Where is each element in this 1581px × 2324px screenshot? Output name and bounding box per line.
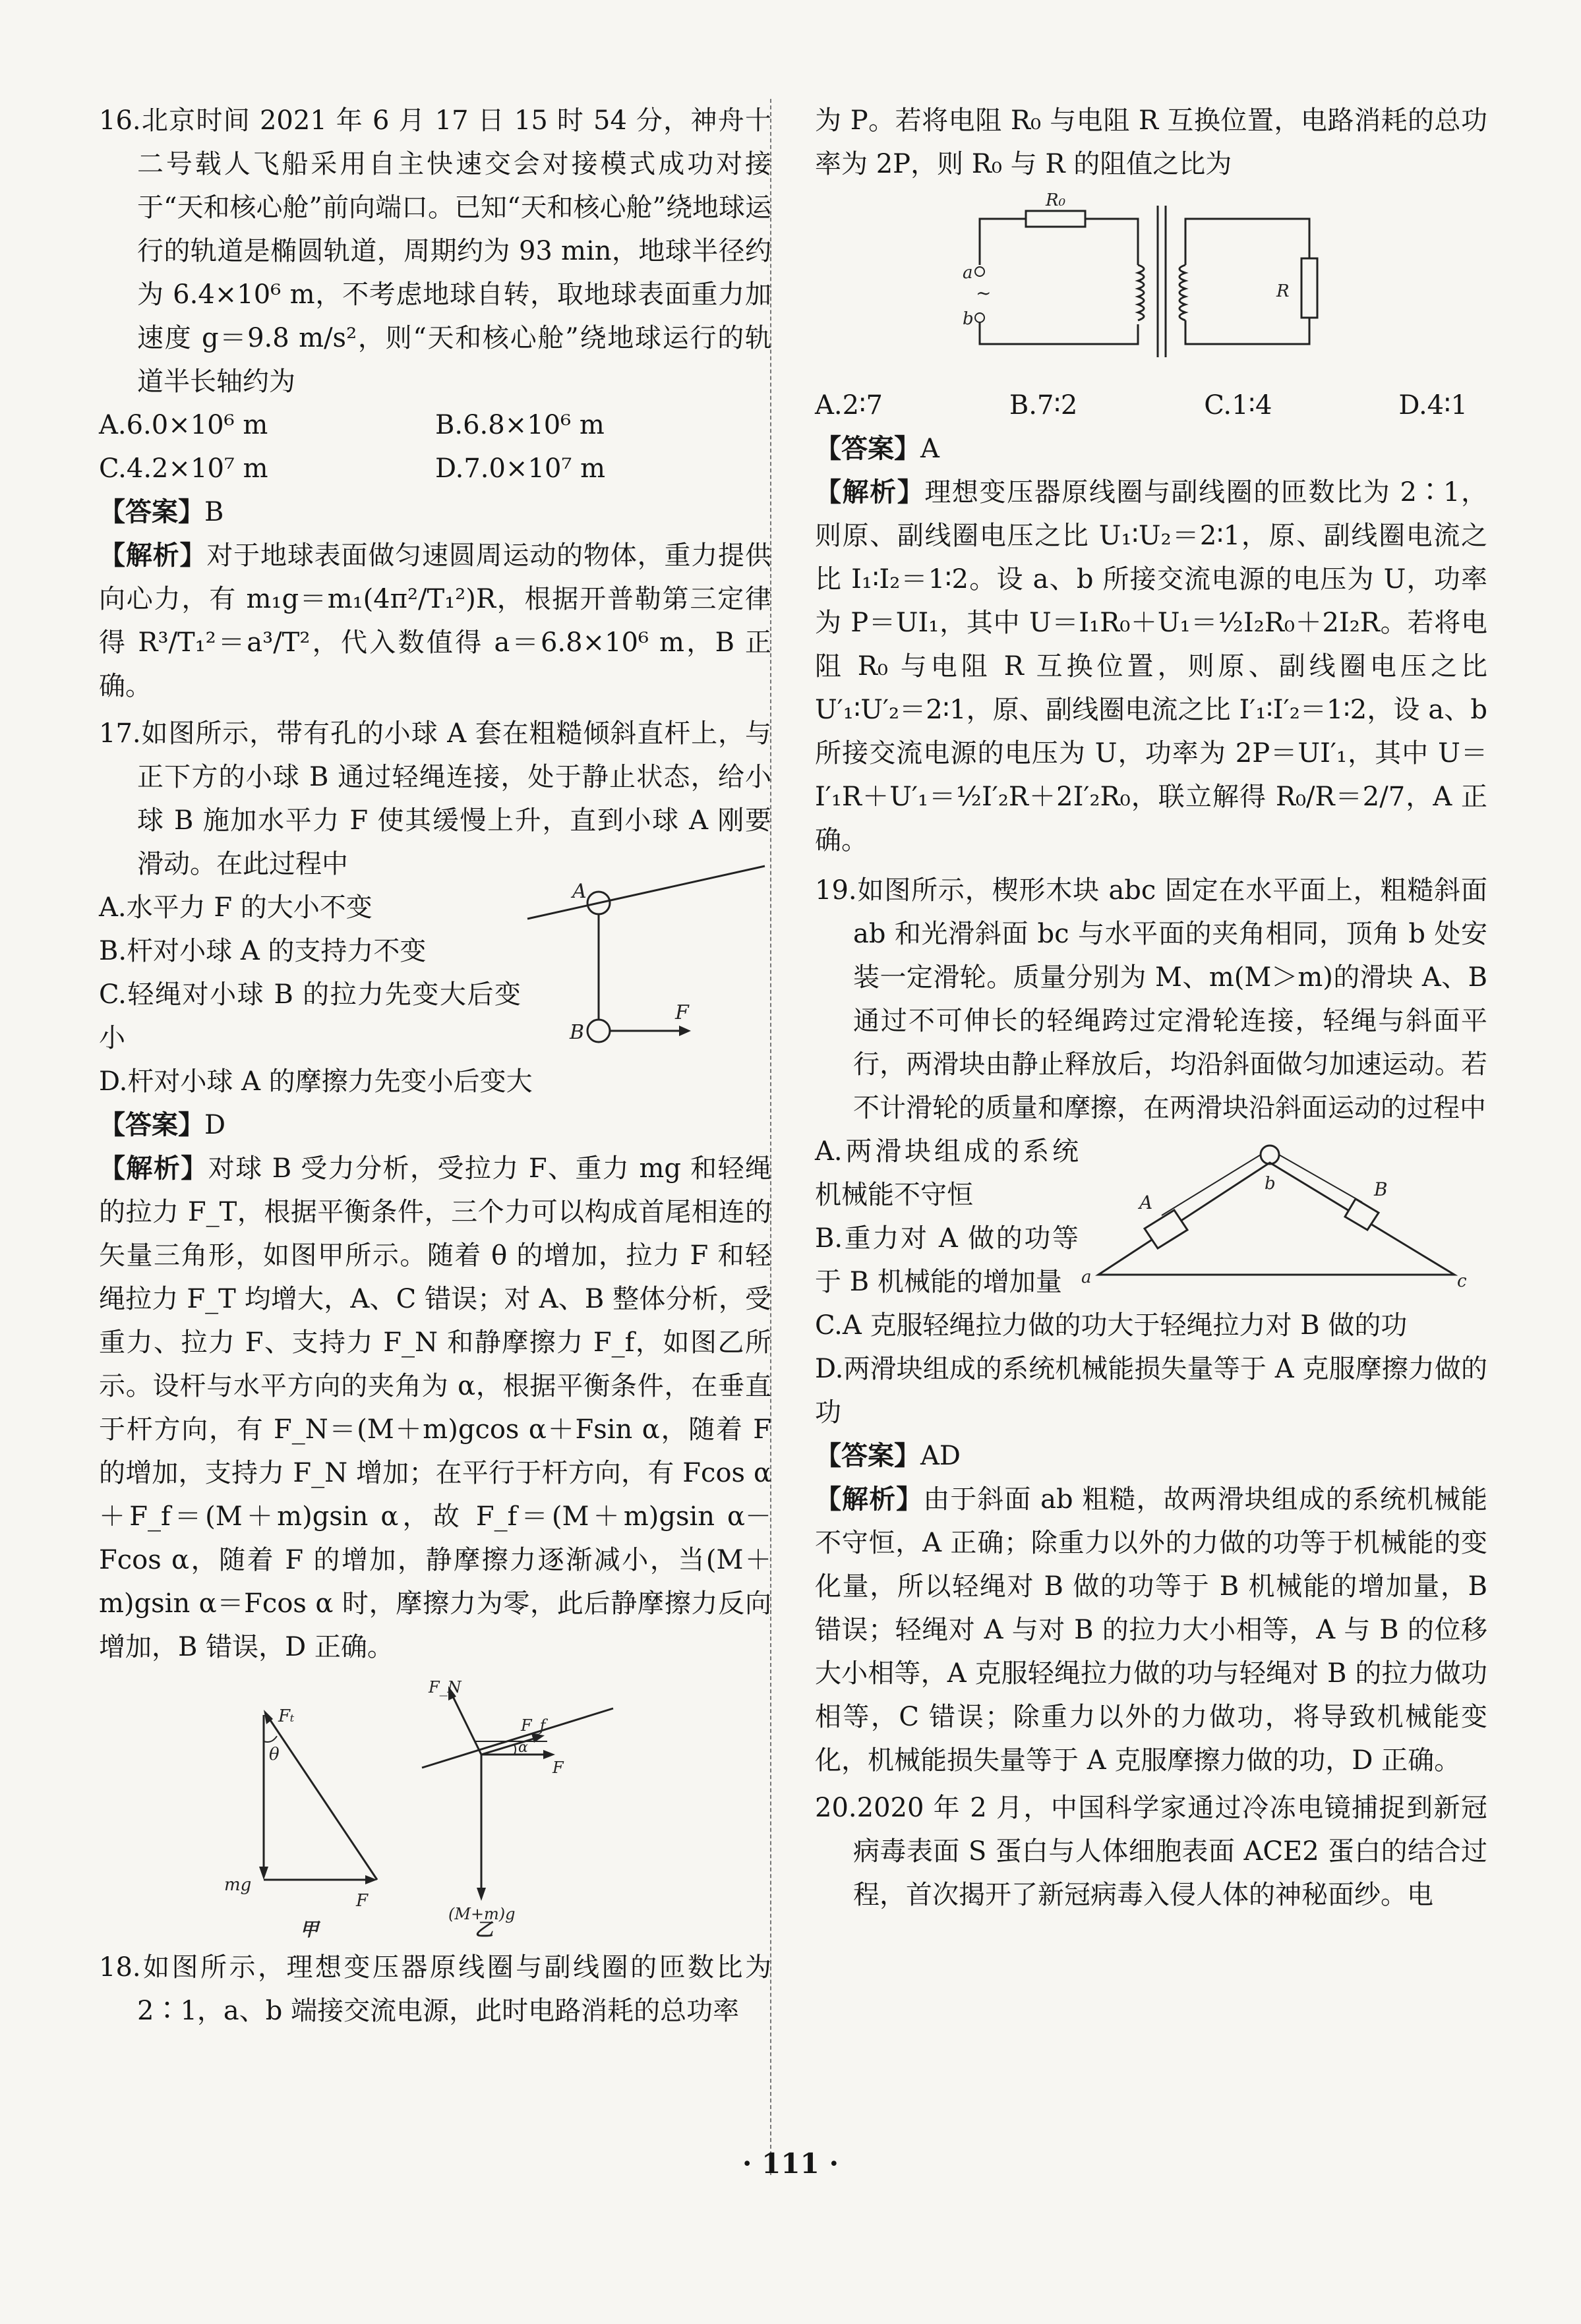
q16-option-d: D.7.0×10⁷ m: [435, 453, 606, 484]
q18-transformer-figure: [960, 186, 1329, 384]
q18-stem-part2: 为 P。若将电阻 R₀ 与电阻 R 互换位置，电路消耗的总功率为 2P，则 R₀ 与 R 的阻值之比为: [815, 105, 1487, 179]
q19-wedge-figure: [1079, 1123, 1474, 1294]
q20-stem: 20.2020 年 2 月，中国科学家通过冷冻电镜捕捉到新冠病毒表面 S 蛋白与人体细胞表面 ACE2 蛋白的结合过程，首次揭开了新冠病毒入侵人体的神秘面纱。电: [815, 1793, 1487, 1910]
q19-analysis-text: 由于斜面 ab 粗糙，故两滑块组成的系统机械能不守恒，A 正确；除重力以外的力做的功等于机械能的变化量，所以轻绳对 B 做的功等于 B 机械能的增加量，B 错误；轻绳对 A 与对 B 的拉力大小相等，A 与 B 的位移大小相等，A 克服轻绳拉力做的功与轻绳对 B 的拉力做功相等，C 错误；除重力以外的力做功，将导致机械能变化，机械能损失量等于 A 克服摩擦力做的功，D 正确。: [815, 1484, 1487, 1776]
fig-yi-f: F: [552, 1758, 564, 1777]
fig-jia-theta: θ: [269, 1745, 280, 1764]
q16-answer-label: 【答案】: [99, 497, 204, 527]
q17-answer: [99, 1103, 771, 1147]
q18-option-d: D.4∶1: [1398, 390, 1468, 421]
q16-analysis-text: 对于地球表面做匀速圆周运动的物体，重力提供向心力，有 m₁g＝m₁(4π²/T₁²)R，根据开普勒第三定律得 R³/T₁²＝a³/T²，代入数值得 a＝6.8×10⁶ m，B 正确。: [99, 540, 772, 701]
q16-option-a: A.6.0×10⁶ m: [99, 410, 268, 440]
q16-answer: [99, 490, 771, 534]
fig-jia-mg: mg: [224, 1875, 252, 1895]
q19-answer-value: AD: [920, 1441, 961, 1471]
q19-answer-label: 【答案】: [815, 1441, 920, 1471]
left-column: [99, 99, 771, 2033]
q17-analysis-label: 【解析】: [99, 1153, 208, 1184]
q17-answer-label: 【答案】: [99, 1110, 204, 1140]
q17-options-with-figure: [99, 880, 771, 1103]
q16-answer-value: B: [204, 497, 224, 527]
q18-fig-r0: R₀: [1046, 190, 1065, 210]
q18-answer: [815, 427, 1487, 471]
q16-analysis: [99, 534, 771, 708]
q16-analysis-label: 【解析】: [99, 540, 207, 571]
fig-jia-f: F: [356, 1891, 369, 1911]
q17-analysis-text: 对球 B 受力分析，受拉力 F、重力 mg 和轻绳的拉力 F_T，根据平衡条件，三个力可以构成首尾相连的矢量三角形，如图甲所示。随着 θ 的增加，拉力 F 和轻绳拉力 F_T 均增大，A、C 错误；对 A、B 整体分析，受重力、拉力 F、支持力 F_N 和静摩擦力 F_f，如图乙所示。设杆与水平方向的夹角为 α，根据平衡条件，在垂直于杆方向，有 F_N＝(M＋m)gcos α＋Fsin α，随着 F 的增加，支持力 F_N 增加；在平行于杆方向，有 Fcos α＋F_f＝(M＋m)gsin α，故 F_f＝(M＋m)gsin α－Fcos α，随着 F 的增加，静摩擦力逐渐减小，当(M＋m)gsin α＝Fcos α 时，摩擦力为零，此后静摩擦力反向增加，B 错误，D 正确。: [99, 1153, 771, 1662]
q17-answer-value: D: [204, 1110, 226, 1140]
q19-answer: [815, 1434, 1487, 1478]
fig-jia-caption: 甲: [300, 1919, 319, 1939]
q17-stem: 17.如图所示，带有孔的小球 A 套在粗糙倾斜直杆上，与正下方的小球 B 通过轻绳连接，处于静止状态，给小球 B 施加水平力 F 使其缓慢上升，直到小球 A 刚要滑动。在此过程中: [99, 718, 771, 879]
q19-option-d: D.两滑块组成的系统机械能损失量等于 A 克服摩擦力做的功: [815, 1354, 1487, 1428]
fig-yi-ff: F_f: [521, 1716, 546, 1735]
q19-fig-label-A: A: [1139, 1192, 1153, 1213]
q19-fig-label-a: a: [1081, 1267, 1092, 1287]
q17-option-c: C.轻绳对小球 B 的拉力先变大后变小: [99, 979, 521, 1053]
q18-fig-r: R: [1276, 281, 1290, 301]
q19-option-b: B.重力对 A 做的功等于 B 机械能的增加量: [815, 1223, 1079, 1297]
fig-jia-ft: Fₜ: [278, 1706, 295, 1726]
q19-stem: 19.如图所示，楔形木块 abc 固定在水平面上，粗糙斜面 ab 和光滑斜面 bc 与水平面的夹角相同，顶角 b 处安装一定滑轮。质量分别为 M、m(M＞m)的滑块 A、B 通过不可伸长的轻绳跨过定滑轮连接，轻绳与斜面平行，两滑块由静止释放后，均沿斜面做匀加速运动。若不计滑轮的质量和摩擦，在两滑块沿斜面运动的过程中: [815, 875, 1487, 1123]
fig-yi-caption: 乙: [475, 1919, 494, 1939]
q17-option-b: B.杆对小球 A 的支持力不变: [99, 936, 427, 966]
fig-yi-alpha: α: [518, 1739, 528, 1756]
q18-option-a: A.2∶7: [815, 390, 883, 421]
q18-stem-part1: 18.如图所示，理想变压器原线圈与副线圈的匝数比为 2∶1，a、b 端接交流电源，此时电路消耗的总功率: [99, 1952, 771, 2026]
q18-answer-value: A: [920, 434, 940, 464]
q18-options: [815, 384, 1487, 427]
q17-analysis: [99, 1147, 771, 1669]
figure-jia: [224, 1675, 396, 1939]
q18-analysis-label: 【解析】: [815, 477, 925, 508]
q17-fig-label-a: A: [572, 880, 587, 903]
q18-fig-ac-symbol: ~: [976, 282, 992, 304]
q19-option-a: A.两滑块组成的系统机械能不守恒: [815, 1136, 1079, 1210]
q18-analysis-text: 理想变压器原线圈与副线圈的匝数比为 2∶1，则原、副线圈电压之比 U₁∶U₂＝2∶1，原、副线圈电流之比 I₁∶I₂＝1∶2。设 a、b 所接交流电源的电压为 U，功率为 P＝UI₁，其中 U＝I₁R₀＋U₁＝½I₂R₀＋2I₂R。若将电阻 R₀ 与电阻 R 互换位置，则原、副线圈电压之比 U′₁∶U′₂＝2∶1，原、副线圈电流之比 I′₁∶I′₂＝1∶2，设 a、b 所接交流电源的电压为 U，功率为 2P＝UI′₁，其中 U＝I′₁R＋U′₁＝½I′₂R＋2I′₂R₀，联立解得 R₀/R＝2/7，A 正确。: [815, 477, 1487, 856]
q17-options: [99, 886, 521, 1060]
q19-option-c: C.A 克服轻绳拉力做的功大于轻绳拉力对 B 做的功: [815, 1310, 1408, 1341]
q18-fig-b: b: [963, 309, 974, 329]
q19-fig-label-c: c: [1457, 1271, 1467, 1291]
page-number: · 111 ·: [742, 2147, 839, 2180]
q16-option-b: B.6.8×10⁶ m: [435, 410, 605, 440]
q19-fig-label-B: B: [1374, 1178, 1388, 1200]
q19-fig-label-b: b: [1265, 1174, 1276, 1194]
q19-analysis: [815, 1478, 1487, 1782]
q16-stem: 16.北京时间 2021 年 6 月 17 日 15 时 54 分，神舟十二号载人飞船采用自主快速交会对接模式成功对接于“天和核心舱”前向端口。已知“天和核心舱”绕地球运行的轨道是椭圆轨道，周期约为 93 min，地球半径约为 6.4×10⁶ m，不考虑地球自转，取地球表面重力加速度 g＝9.8 m/s²，则“天和核心舱”绕地球运行的轨道半长轴约为: [99, 105, 771, 397]
q17-analysis-figures: [99, 1669, 771, 1946]
fig-yi-mmg: (M+m)g: [448, 1905, 516, 1923]
fig-yi-fn: F_N: [429, 1678, 462, 1697]
q18-option-c: C.1∶4: [1204, 390, 1272, 421]
q17-figure: [521, 859, 771, 1057]
q18-answer-label: 【答案】: [815, 434, 920, 464]
q19-analysis-label: 【解析】: [815, 1484, 924, 1515]
figure-yi: [409, 1669, 633, 1939]
q16-options: [99, 403, 771, 490]
q17-fig-label-b: B: [570, 1021, 585, 1044]
q18-fig-a: a: [963, 263, 973, 283]
q18-analysis: [815, 471, 1487, 862]
q18-option-b: B.7∶2: [1009, 390, 1078, 421]
q17-option-d: D.杆对小球 A 的摩擦力先变小后变大: [99, 1066, 533, 1097]
q19-options-with-figure: [815, 1130, 1487, 1434]
q17-option-a: A.水平力 F 的大小不变: [99, 892, 373, 923]
q17-fig-label-f: F: [675, 1001, 689, 1024]
right-column: [815, 99, 1487, 1917]
q16-option-c: C.4.2×10⁷ m: [99, 453, 268, 484]
